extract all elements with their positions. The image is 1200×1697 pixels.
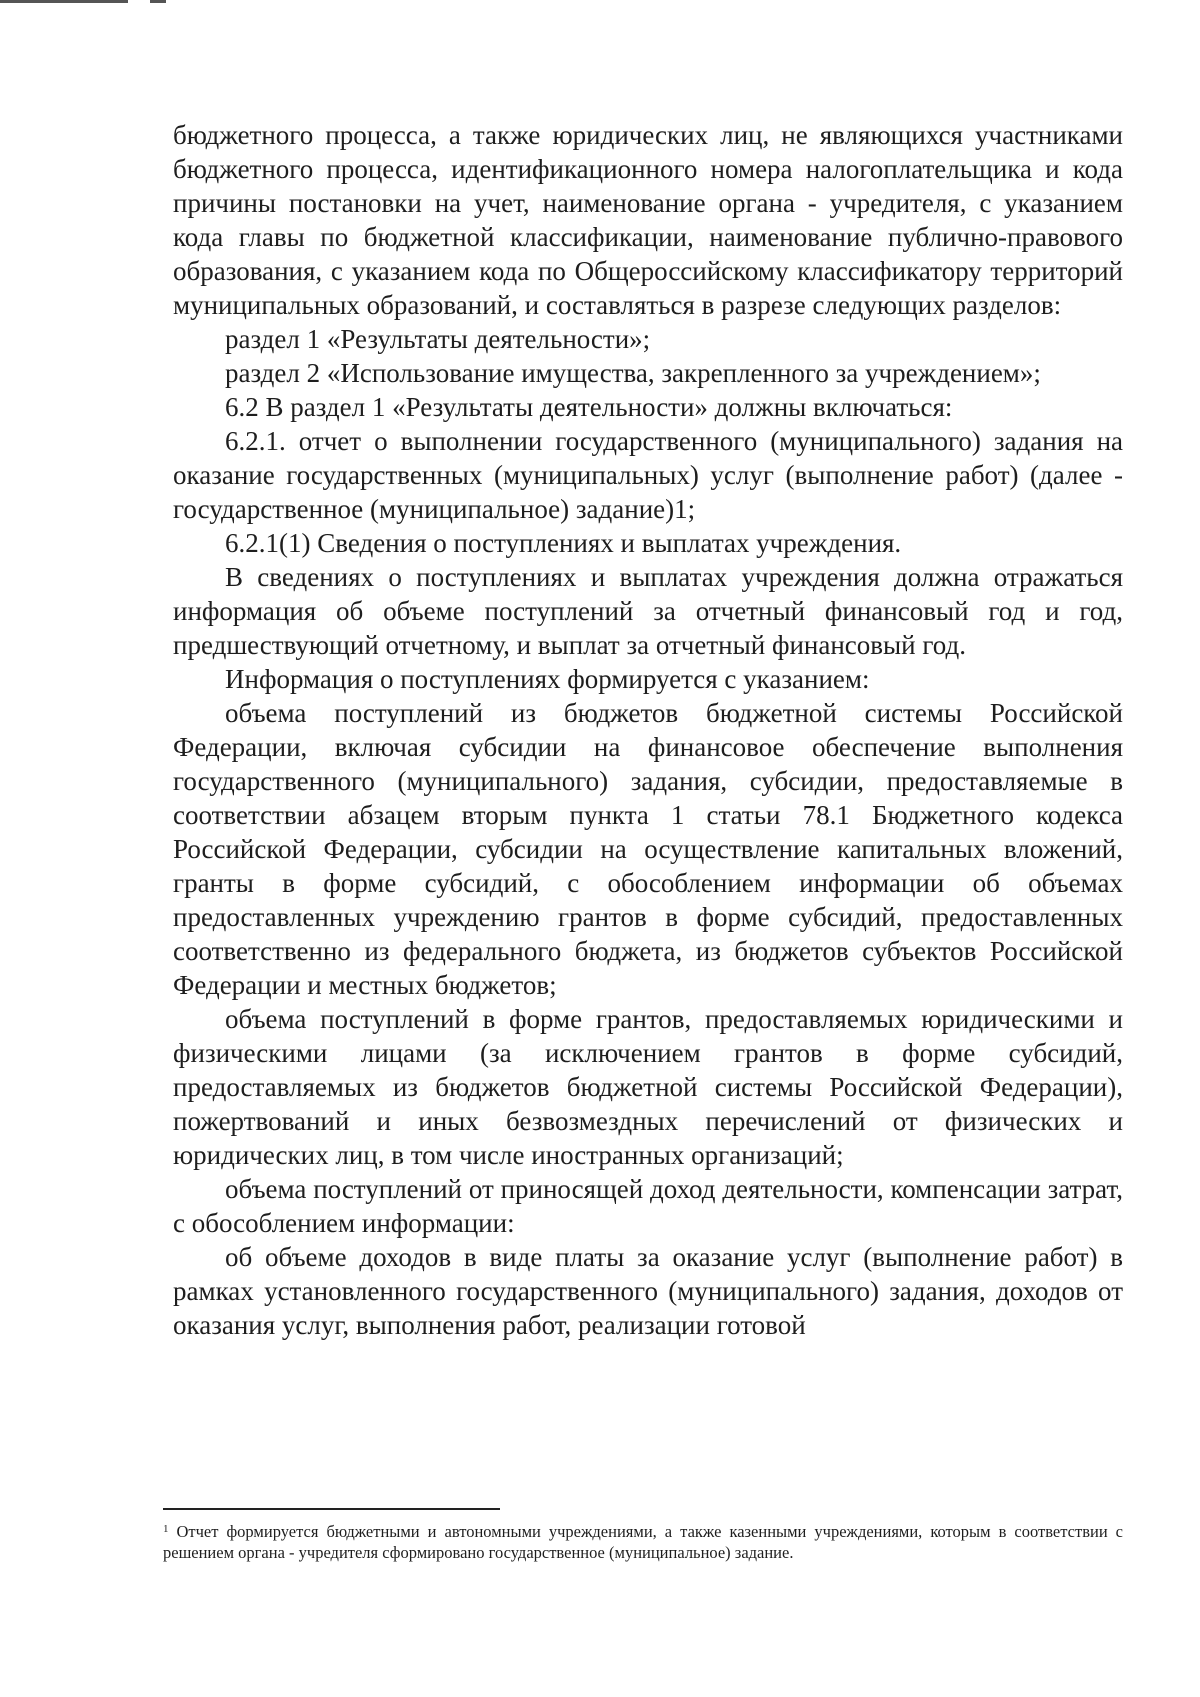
footnote-text: Отчет формируется бюджетными и автономными учреждениями, а также казенными учреждениями, которым в соответствии с решением органа - учредителя сформировано государственное (муниципальное) задание. [163, 1522, 1123, 1562]
paragraph: раздел 1 «Результаты деятельности»; [225, 324, 651, 354]
paragraph: 6.2.1. отчет о выполнении государственного (муниципального) задания на оказание государственных (муниципальных) услуг (выполнение работ) (далее - государственное (муниципальное) задание)1; [173, 426, 1123, 524]
paragraph: бюджетного процесса, а также юридических лиц, не являющихся участниками бюджетного процесса, идентификационного номера налогоплательщика и кода причины постановки на учет, наименование органа - учредителя, с указанием кода главы по бюджетной классификации, наименование публично-правового образования, с указанием кода по Общероссийскому классификатору территорий муниципальных образований, и составляться в разрезе следующих разделов: [173, 120, 1123, 320]
paragraph: об объеме доходов в виде платы за оказание услуг (выполнение работ) в рамках установленного государственного (муниципального) задания, доходов от оказания услуг, выполнения работ, реализации готовой [173, 1242, 1123, 1340]
paragraph: раздел 2 «Использование имущества, закрепленного за учреждением»; [225, 358, 1041, 388]
paragraph: объема поступлений от приносящей доход деятельности, компенсации затрат, с обособлением информации: [173, 1174, 1123, 1238]
paragraph: В сведениях о поступлениях и выплатах учреждения должна отражаться информация об объеме поступлений за отчетный финансовый год и год, предшествующий отчетному, и выплат за отчетный финансовый год. [173, 562, 1123, 660]
paragraph: Информация о поступлениях формируется с указанием: [225, 664, 870, 694]
scan-edge-mark [150, 0, 166, 3]
paragraph: 6.2 В раздел 1 «Результаты деятельности» должны включаться: [225, 392, 953, 422]
document-body [173, 118, 1123, 1342]
paragraph: объема поступлений из бюджетов бюджетной системы Российской Федерации, включая субсидии на финансовое обеспечение выполнения государственного (муниципального) задания, субсидии, предоставляемые в соответствии абзацем вторым пункта 1 статьи 78.1 Бюджетного кодекса Российской Федерации, субсидии на осуществление капитальных вложений, гранты в форме субсидий, с обособлением информации об объемах предоставленных учреждению грантов в форме субсидий, предоставленных соответственно из федерального бюджета, из бюджетов субъектов Российской Федерации и местных бюджетов; [173, 698, 1123, 1000]
paragraph: 6.2.1(1) Сведения о поступлениях и выплатах учреждения. [225, 528, 902, 558]
footnote-separator [163, 1508, 500, 1510]
footnote [163, 1519, 1123, 1563]
footnote-marker: 1 [163, 1523, 169, 1535]
scan-edge-mark [0, 0, 128, 3]
paragraph: объема поступлений в форме грантов, предоставляемых юридическими и физическими лицами (за исключением грантов в форме субсидий, предоставляемых из бюджетов бюджетной системы Российской Федерации), пожертвований и иных безвозмездных перечислений от физических и юридических лиц, в том числе иностранных организаций; [173, 1004, 1123, 1170]
